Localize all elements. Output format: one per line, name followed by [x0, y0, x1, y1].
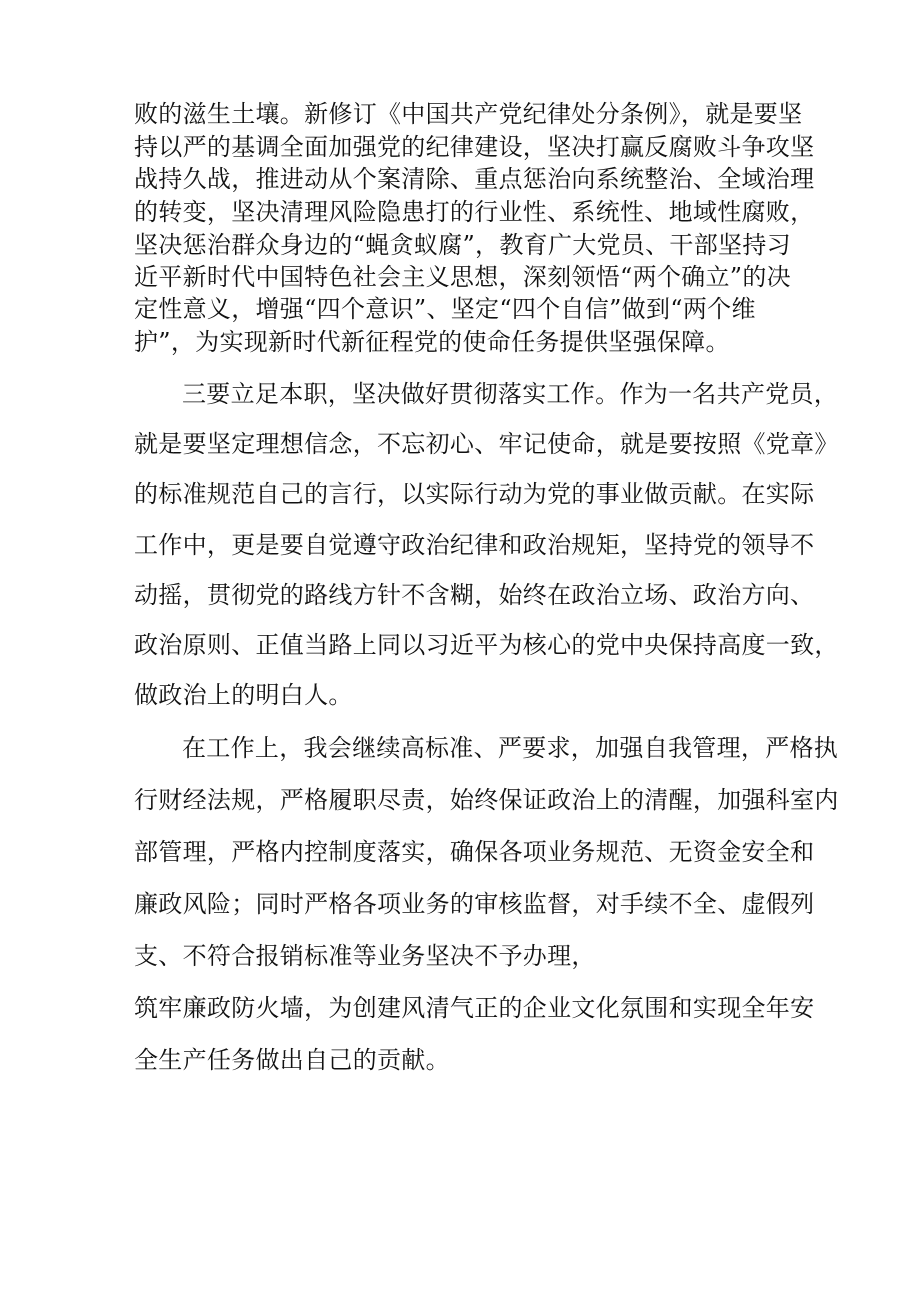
- text-line: 坚决惩治群众身边的“蝇贪蚁腐”，教育广大党员、干部坚持习: [134, 231, 791, 259]
- text-line: 近平新时代中国特色社会主义思想，深刻领悟“两个确立”的决: [134, 263, 791, 291]
- text-line: 廉政风险；同时严格各项业务的审核监督，对手续不全、虚假列: [134, 890, 815, 918]
- text-line: 的转变，坚决清理风险隐患打的行业性、系统性、地域性腐败，: [134, 198, 815, 226]
- text-line: 就是要坚定理想信念，不忘初心、牢记使命，就是要按照《党章》: [134, 430, 839, 458]
- text-line: 行财经法规，严格履职尽责，始终保证政治上的清醒，加强科室内: [134, 786, 839, 814]
- text-line: 部管理，严格内控制度落实，确保各项业务规范、无资金安全和: [134, 838, 815, 866]
- paragraph-first-line: 在工作上，我会继续高标准、严要求，加强自我管理，严格执: [182, 734, 839, 762]
- text-line: 的标准规范自己的言行，以实际行动为党的事业做贡献。在实际: [134, 480, 815, 508]
- text-line: 全生产任务做出自己的贡献。: [134, 1046, 450, 1074]
- text-line: 筑牢廉政防火墙，为创建风清气正的企业文化氛围和实现全年安: [134, 994, 815, 1022]
- paragraph-first-line: 三要立足本职，坚决做好贯彻落实工作。作为一名共产党员，: [182, 380, 839, 408]
- text-line: 政治原则、正值当路上同以习近平为核心的党中央保持高度一致，: [134, 631, 839, 659]
- text-line: 持以严的基调全面加强党的纪律建设，坚决打赢反腐败斗争攻坚: [134, 133, 815, 161]
- text-line: 做政治上的明白人。: [134, 681, 353, 709]
- text-line: 护”，为实现新时代新征程党的使命任务提供坚强保障。: [134, 328, 730, 356]
- text-line: 败的滋生土壤。新修订《中国共产党纪律处分条例》，就是要坚: [134, 100, 803, 128]
- text-line: 支、不符合报销标准等业务坚决不予办理，: [134, 942, 596, 970]
- text-line: 动摇，贯彻党的路线方针不含糊，始终在政治立场、政治方向、: [134, 581, 815, 609]
- text-line: 工作中，更是要自觉遵守政治纪律和政治规矩，坚持党的领导不: [134, 531, 815, 559]
- text-line: 战持久战，推进动从个案清除、重点惩治向系统整治、全域治理: [134, 165, 815, 193]
- text-line: 定性意义，增强“四个意识”、坚定“四个自信”做到“两个维: [134, 295, 756, 323]
